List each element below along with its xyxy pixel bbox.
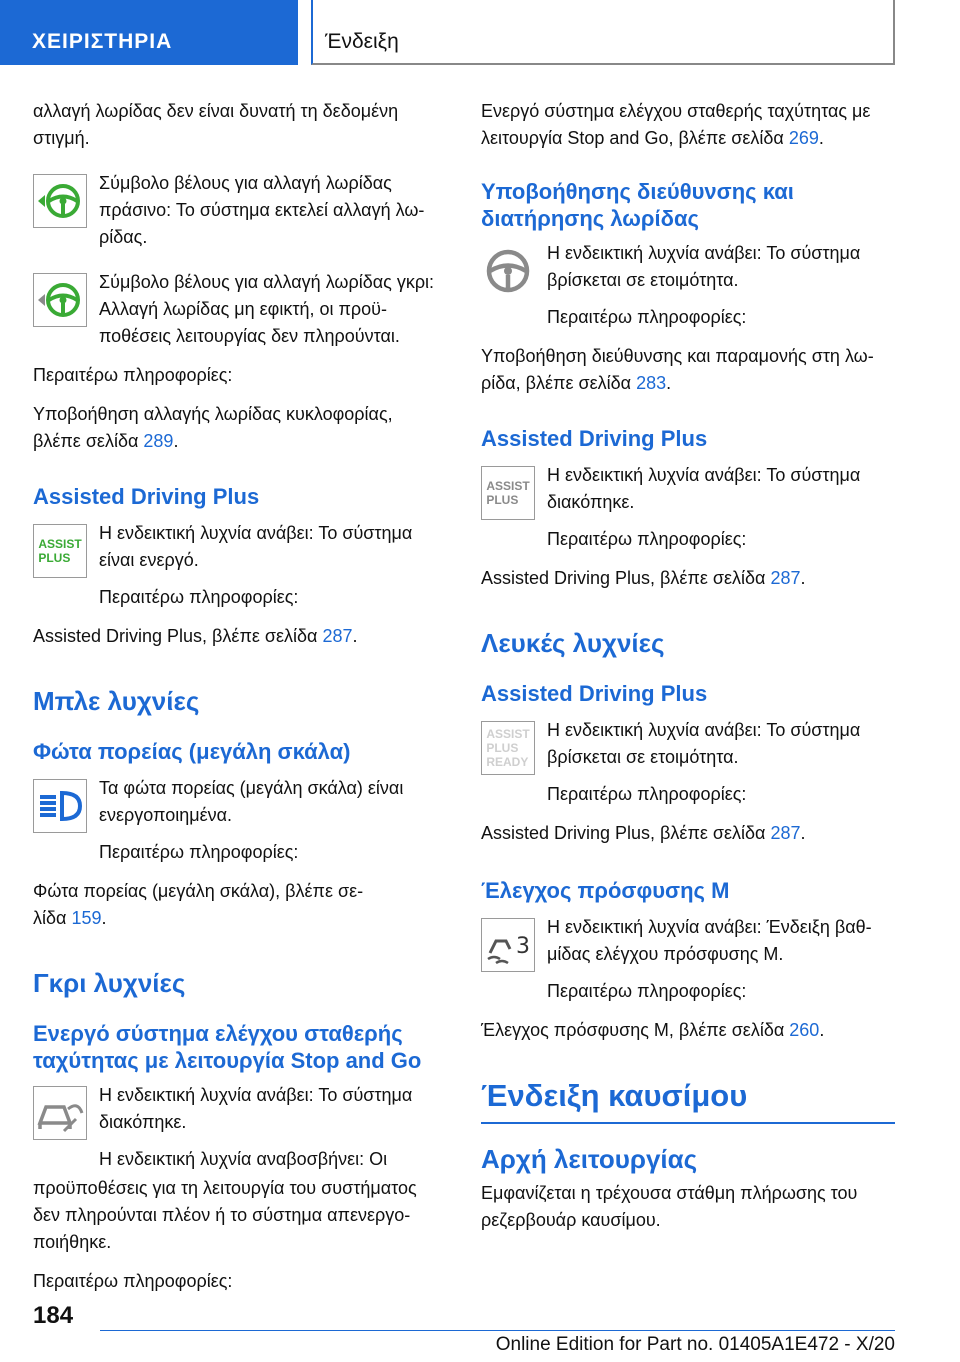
symbol-row — [33, 170, 445, 261]
paragraph: Περαιτέρω πληροφορίες: — [547, 529, 747, 549]
subsection-heading: Assisted Driving Plus — [481, 681, 708, 706]
paragraph: προϋποθέσεις για τη λειτουργία του συστήματος δεν πληρούνται πλέον ή το σύστημα απενεργο-ποιήθηκε. — [33, 1178, 417, 1252]
icon-label: PLUS — [38, 551, 71, 565]
page-link[interactable]: 159 — [71, 908, 102, 928]
paragraph: Η ενδεικτική λυχνία ανάβει: Το σύστημα είναι ενεργό. — [99, 523, 413, 570]
paragraph: Η ενδεικτική λυχνία ανάβει: Το σύστημα βρίσκεται σε ετοιμότητα. — [547, 720, 861, 767]
page-number: 184 — [33, 1302, 74, 1329]
assisted-driving-plus-gray-icon — [481, 466, 535, 520]
reference-text: Υποβοήθηση αλλαγής λωρίδας κυκλοφορίας, βλέπε σελίδα — [33, 404, 393, 451]
page-link[interactable]: 287 — [770, 568, 801, 588]
paragraph: Υποβοήθηση αλλαγής λωρίδας κυκλοφορίας, βλέπε σελίδα 289. — [33, 404, 393, 451]
icon-label: ASSIST — [486, 479, 530, 493]
paragraph: Η ενδεικτική λυχνία ανάβει: Το σύστημα διακόπηκε. — [99, 1085, 413, 1132]
paragraph: Περαιτέρω πληροφορίες: — [33, 365, 233, 385]
header-chapter-title: Ένδειξη — [311, 0, 895, 65]
icon-label: ASSIST — [38, 537, 82, 551]
subsection-heading: Φώτα πορείας (μεγάλη σκάλα) — [33, 739, 351, 764]
paragraph: Ενεργό σύστημα ελέγχου σταθερής ταχύτητας με λειτουργία Stop and Go, βλέπε σελίδα 269. — [481, 101, 871, 148]
paragraph: Σύμβολο βέλους για αλλαγή λωρίδας γκρι: Αλλαγή λωρίδας μη εφικτή, οι προϋ-ποθέσεις λειτουργίας δεν πληρούνται. — [99, 272, 435, 346]
symbol-row — [33, 775, 445, 876]
paragraph: Περαιτέρω πληροφορίες: — [99, 842, 299, 862]
footer-divider — [100, 1330, 895, 1331]
section-heading: Έλεγχος πρόσφυσης M — [481, 878, 730, 903]
paragraph: Η ενδεικτική λυχνία ανάβει: Το σύστημα βρίσκεται σε ετοιμότητα. — [547, 243, 861, 290]
chapter-heading: Ένδειξη καυσίμου — [481, 1078, 895, 1124]
paragraph: Περαιτέρω πληροφορίες: — [33, 1271, 233, 1291]
reference-text: Assisted Driving Plus, βλέπε σελίδα — [481, 823, 766, 843]
section-heading: Λευκές λυχνίες — [481, 628, 665, 658]
paragraph: Περαιτέρω πληροφορίες: — [99, 587, 299, 607]
paragraph: Περαιτέρω πληροφορίες: — [547, 307, 747, 327]
section-heading: Assisted Driving Plus — [481, 426, 708, 451]
paragraph: Τα φώτα πορείας (μεγάλη σκάλα) είναι ενεργοποιημένα. — [99, 778, 404, 825]
page-link[interactable]: 287 — [770, 823, 801, 843]
page-link[interactable]: 260 — [789, 1020, 820, 1040]
icon-label: READY — [486, 755, 529, 769]
steering-wheel-icon — [481, 244, 535, 298]
paragraph: Υποβοήθηση διεύθυνσης και παραμονής στη λω-ρίδα, βλέπε σελίδα 283. — [481, 346, 874, 393]
section-heading: Assisted Driving Plus — [33, 484, 260, 509]
paragraph: Assisted Driving Plus, βλέπε σελίδα 287. — [33, 626, 358, 646]
reference-text: Φώτα πορείας (μεγάλη σκάλα), βλέπε σε-λίδα — [33, 881, 364, 928]
symbol-row — [33, 520, 445, 621]
paragraph: Assisted Driving Plus, βλέπε σελίδα 287. — [481, 568, 806, 588]
reference-text: Assisted Driving Plus, βλέπε σελίδα — [481, 568, 766, 588]
lane-change-gray-icon — [33, 273, 87, 327]
page-link[interactable]: 289 — [143, 431, 174, 451]
paragraph: Η ενδεικτική λυχνία ανάβει: Το σύστημα διακόπηκε. — [547, 465, 861, 512]
section-heading: Αρχή λειτουργίας — [481, 1144, 698, 1174]
paragraph: Η ενδεικτική λυχνία αναβοσβήνει: Οι — [99, 1149, 388, 1169]
m-traction-control-icon — [481, 918, 535, 972]
paragraph: Σύμβολο βέλους για αλλαγή λωρίδας πράσινο: Το σύστημα εκτελεί αλλαγή λω-ρίδας. — [99, 173, 425, 247]
reference-text: Υποβοήθηση διεύθυνσης και παραμονής στη λω-ρίδα, βλέπε σελίδα — [481, 346, 874, 393]
reference-text: Έλεγχος πρόσφυσης M, βλέπε σελίδα — [481, 1020, 785, 1040]
page-link[interactable]: 269 — [788, 128, 819, 148]
section-heading: Μπλε λυχνίες — [33, 686, 200, 716]
symbol-row — [33, 269, 445, 360]
paragraph: Εμφανίζεται η τρέχουσα στάθμη πλήρωσης του ρεζερβουάρ καυσίμου. — [481, 1183, 858, 1230]
paragraph: Έλεγχος πρόσφυσης M, βλέπε σελίδα 260. — [481, 1020, 825, 1040]
footer-edition: Online Edition for Part no. 01405A1E472 - X/20 — [495, 1334, 895, 1355]
section-heading: Υποβοήθησης διεύθυνσης και διατήρησης λωρίδας — [481, 179, 794, 231]
m-level-text: 3 — [516, 934, 530, 959]
icon-label: ASSIST — [486, 727, 530, 741]
left-column — [33, 98, 445, 1307]
reference-text: Assisted Driving Plus, βλέπε σελίδα — [33, 626, 318, 646]
section-heading: Γκρι λυχνίες — [33, 968, 186, 998]
subsection-heading: Ενεργό σύστημα ελέγχου σταθερής ταχύτητας με λειτουργία Stop and Go — [33, 1021, 422, 1073]
paragraph: Η ενδεικτική λυχνία ανάβει: Ένδειξη βαθ-μίδας ελέγχου πρόσφυσης M. — [547, 917, 872, 964]
page-link[interactable]: 283 — [636, 373, 667, 393]
paragraph: Περαιτέρω πληροφορίες: — [547, 784, 747, 804]
symbol-row — [481, 240, 895, 341]
acc-stop-and-go-icon — [33, 1086, 87, 1140]
symbol-row — [481, 717, 895, 818]
symbol-row — [481, 462, 895, 563]
icon-label: PLUS — [486, 741, 519, 755]
symbol-row — [481, 914, 895, 1015]
assisted-driving-plus-ready-icon — [481, 721, 535, 775]
header-section-tab: ΧΕΙΡΙΣΤΗΡΙΑ — [0, 0, 298, 65]
right-column — [481, 98, 895, 1246]
page-link[interactable]: 287 — [322, 626, 353, 646]
assisted-driving-plus-green-icon — [33, 524, 87, 578]
reference-text: Ενεργό σύστημα ελέγχου σταθερής ταχύτητας με λειτουργία Stop and Go, βλέπε σελίδα — [481, 101, 871, 148]
symbol-row — [33, 1082, 445, 1173]
lane-change-green-icon — [33, 174, 87, 228]
paragraph: Περαιτέρω πληροφορίες: — [547, 981, 747, 1001]
icon-label: PLUS — [486, 493, 519, 507]
high-beam-icon — [33, 779, 87, 833]
paragraph: Assisted Driving Plus, βλέπε σελίδα 287. — [481, 823, 806, 843]
paragraph: Φώτα πορείας (μεγάλη σκάλα), βλέπε σε-λίδα 159. — [33, 881, 364, 928]
paragraph: αλλαγή λωρίδας δεν είναι δυνατή τη δεδομένη στιγμή. — [33, 101, 399, 148]
